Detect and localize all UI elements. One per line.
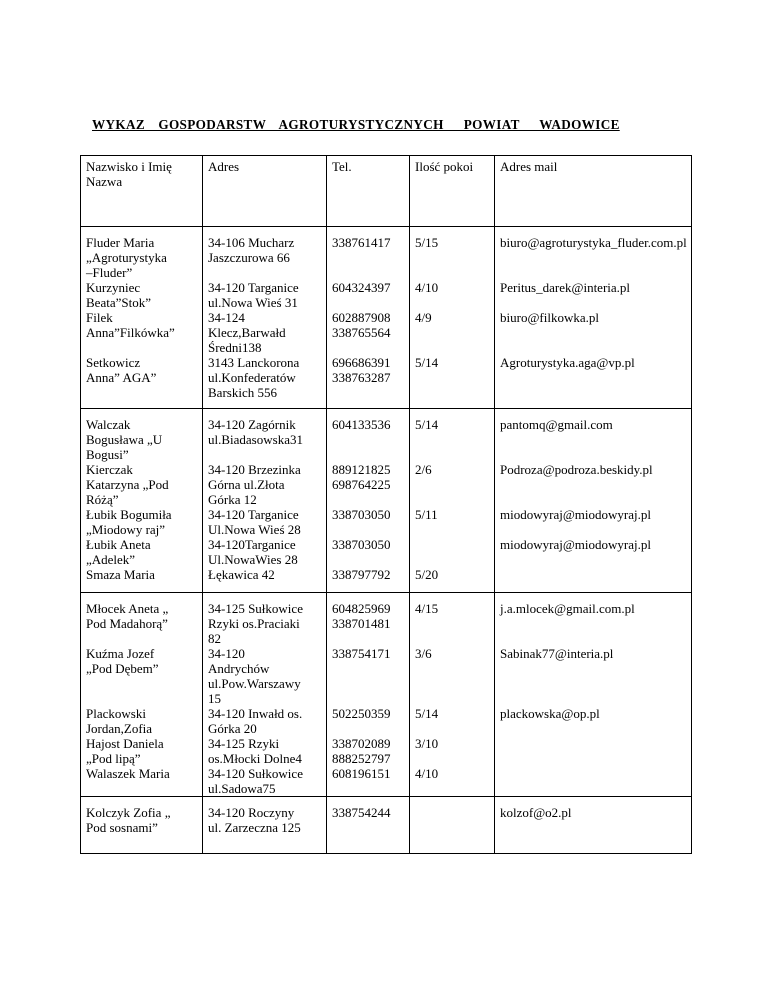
list-item: Walaszek Maria	[86, 766, 170, 781]
list-item: 4/10	[415, 766, 439, 781]
list-item: 34-120 Sułkowice ul.Sadowa75	[208, 766, 303, 796]
list-item: 338703050	[332, 537, 391, 552]
list-item: 5/14	[415, 417, 439, 432]
list-item: 34-120 Targanice ul.Nowa Wieś 31	[208, 280, 299, 310]
list-item: 338703050	[332, 507, 391, 522]
list-item: 338761417	[332, 235, 391, 250]
list-item: 4/10	[415, 280, 439, 295]
list-item: 5/14	[415, 355, 439, 370]
list-item: Walczak Bogusława „U Bogusi”	[86, 417, 163, 462]
cell-phone	[327, 409, 410, 593]
farms-table	[80, 155, 692, 854]
cell-name	[81, 593, 203, 797]
cell-email	[495, 797, 692, 854]
cell-address	[203, 227, 327, 409]
list-item: Peritus_darek@interia.pl	[500, 280, 631, 295]
list-item: 502250359	[332, 706, 391, 721]
list-item: Łękawica 42	[208, 567, 275, 582]
list-item: 338797792	[332, 567, 391, 582]
list-item: 608196151	[332, 766, 391, 781]
list-item: 4/9	[415, 310, 432, 325]
page-title: WYKAZ GOSPODARSTW AGROTURYSTYCZNYCH POWIAT WADOWICE	[92, 117, 620, 132]
list-item: Hajost Daniela „Pod lipą”	[86, 736, 164, 766]
list-item: Kuźma Jozef „Pod Dębem”	[86, 646, 159, 676]
list-item: 34-120 Inwałd os. Górka 20	[208, 706, 303, 736]
list-item: 338702089 888252797	[332, 736, 391, 766]
list-item: 889121825 698764225	[332, 462, 391, 492]
cell-email	[495, 409, 692, 593]
list-item: 5/14	[415, 706, 439, 721]
list-item: 34-120 Brzezinka Górna ul.Złota Górka 12	[208, 462, 301, 507]
cell-phone	[327, 227, 410, 409]
list-item: 604133536	[332, 417, 391, 432]
list-item: Łubik Bogumiła „Miodowy raj”	[86, 507, 172, 537]
list-item: pantomq@gmail.com	[500, 417, 613, 432]
header-name: Nazwisko i Imię Nazwa	[81, 156, 203, 227]
list-item: j.a.mlocek@gmail.com.pl	[500, 601, 635, 616]
list-item: miodowyraj@miodowyraj.pl	[500, 507, 651, 522]
list-item: Kurzyniec Beata”Stok”	[86, 280, 151, 310]
list-item: kolzof@o2.pl	[500, 805, 572, 820]
list-item: miodowyraj@miodowyraj.pl	[500, 537, 651, 552]
list-item: 34-120 Zagórnik ul.Biadasowska31	[208, 417, 303, 447]
cell-rooms	[410, 409, 495, 593]
list-item: biuro@agroturystyka_fluder.com.pl	[500, 235, 687, 250]
list-item: 338754171	[332, 646, 391, 661]
header-email: Adres mail	[495, 156, 692, 227]
list-item: Łubik Aneta „Adelek”	[86, 537, 151, 567]
list-item: 5/11	[415, 507, 438, 522]
table-row	[81, 409, 692, 593]
header-address: Adres	[203, 156, 327, 227]
cell-rooms	[410, 797, 495, 854]
list-item: Agroturystyka.aga@vp.pl	[500, 355, 635, 370]
cell-rooms	[410, 593, 495, 797]
list-item: 338754244	[332, 805, 391, 820]
list-item: 4/15	[415, 601, 439, 616]
list-item: Filek Anna”Filkówka”	[86, 310, 175, 340]
list-item	[500, 736, 687, 766]
list-item: 602887908 338765564	[332, 310, 391, 340]
list-item: 3/10	[415, 736, 439, 751]
list-item: 34-120 Targanice Ul.Nowa Wieś 28	[208, 507, 301, 537]
cell-name	[81, 409, 203, 593]
list-item: Fluder Maria „Agroturystyka –Fluder”	[86, 235, 167, 280]
cell-phone	[327, 593, 410, 797]
list-item	[415, 805, 490, 835]
list-item: biuro@filkowka.pl	[500, 310, 599, 325]
table-row	[81, 227, 692, 409]
header-phone: Tel.	[327, 156, 410, 227]
cell-phone	[327, 797, 410, 854]
list-item: Młocek Aneta „ Pod Madahorą”	[86, 601, 169, 631]
list-item: 34-124 Klecz,Barwałd Średni138	[208, 310, 286, 355]
list-item: 5/20	[415, 567, 439, 582]
header-rooms: Ilość pokoi	[410, 156, 495, 227]
list-item	[500, 567, 687, 582]
cell-name	[81, 797, 203, 854]
cell-name	[81, 227, 203, 409]
list-item: 696686391 338763287	[332, 355, 391, 385]
list-item: 34-125 Sułkowice Rzyki os.Praciaki 82	[208, 601, 303, 646]
list-item	[415, 537, 490, 567]
list-item: Plackowski Jordan,Zofia	[86, 706, 153, 736]
list-item: Kierczak Katarzyna „Pod Różą”	[86, 462, 169, 507]
list-item: 604324397	[332, 280, 391, 295]
list-item: 604825969 338701481	[332, 601, 391, 631]
cell-rooms	[410, 227, 495, 409]
list-item: 5/15	[415, 235, 439, 250]
list-item: Podroza@podroza.beskidy.pl	[500, 462, 653, 477]
cell-email	[495, 593, 692, 797]
table-row	[81, 593, 692, 797]
list-item: 2/6	[415, 462, 432, 477]
cell-address	[203, 593, 327, 797]
cell-email	[495, 227, 692, 409]
list-item: Sabinak77@interia.pl	[500, 646, 614, 661]
list-item: 3143 Lanckorona ul.Konfederatów Barskich 556	[208, 355, 300, 400]
list-item: 3/6	[415, 646, 432, 661]
list-item: 34-120Targanice Ul.NowaWies 28	[208, 537, 298, 567]
table-row	[81, 797, 692, 854]
list-item: Smaza Maria	[86, 567, 155, 582]
list-item: Setkowicz Anna” AGA”	[86, 355, 157, 385]
table-header-row	[81, 156, 692, 227]
list-item: 34-120 Roczyny ul. Zarzeczna 125	[208, 805, 301, 835]
list-item: 34-125 Rzyki os.Młocki Dolne4	[208, 736, 302, 766]
list-item: 34-106 Mucharz Jaszczurowa 66	[208, 235, 295, 265]
cell-address	[203, 409, 327, 593]
list-item: Kolczyk Zofia „ Pod sosnami”	[86, 805, 171, 835]
cell-address	[203, 797, 327, 854]
list-item: 34-120 Andrychów ul.Pow.Warszawy 15	[208, 646, 301, 706]
list-item	[500, 766, 687, 796]
list-item: plackowska@op.pl	[500, 706, 600, 721]
